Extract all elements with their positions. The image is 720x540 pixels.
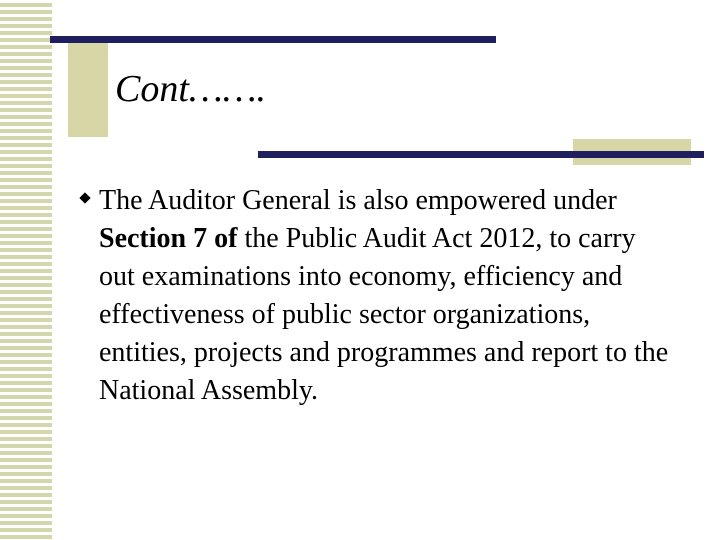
title-bottom-rule <box>258 151 704 158</box>
title-top-rule <box>50 36 496 43</box>
bullet-text-end: the Public Audit Act 2012, to carry out examinations into economy, efficiency and effectiveness of public sector organizations, entities, projects and programmes and report to the National Assembly. <box>99 223 669 406</box>
diamond-bullet-icon <box>79 192 90 203</box>
bullet-text <box>99 182 678 410</box>
bullet-text-emphasis: Section 7 of <box>99 223 238 254</box>
bullet-item <box>78 182 678 410</box>
bullet-text-start: The Auditor General is also empowered under <box>99 185 617 216</box>
title-accent-block <box>68 43 108 137</box>
decorative-stripes <box>0 0 52 540</box>
slide-title: Cont……. <box>115 68 266 110</box>
bullet-list <box>78 182 678 410</box>
